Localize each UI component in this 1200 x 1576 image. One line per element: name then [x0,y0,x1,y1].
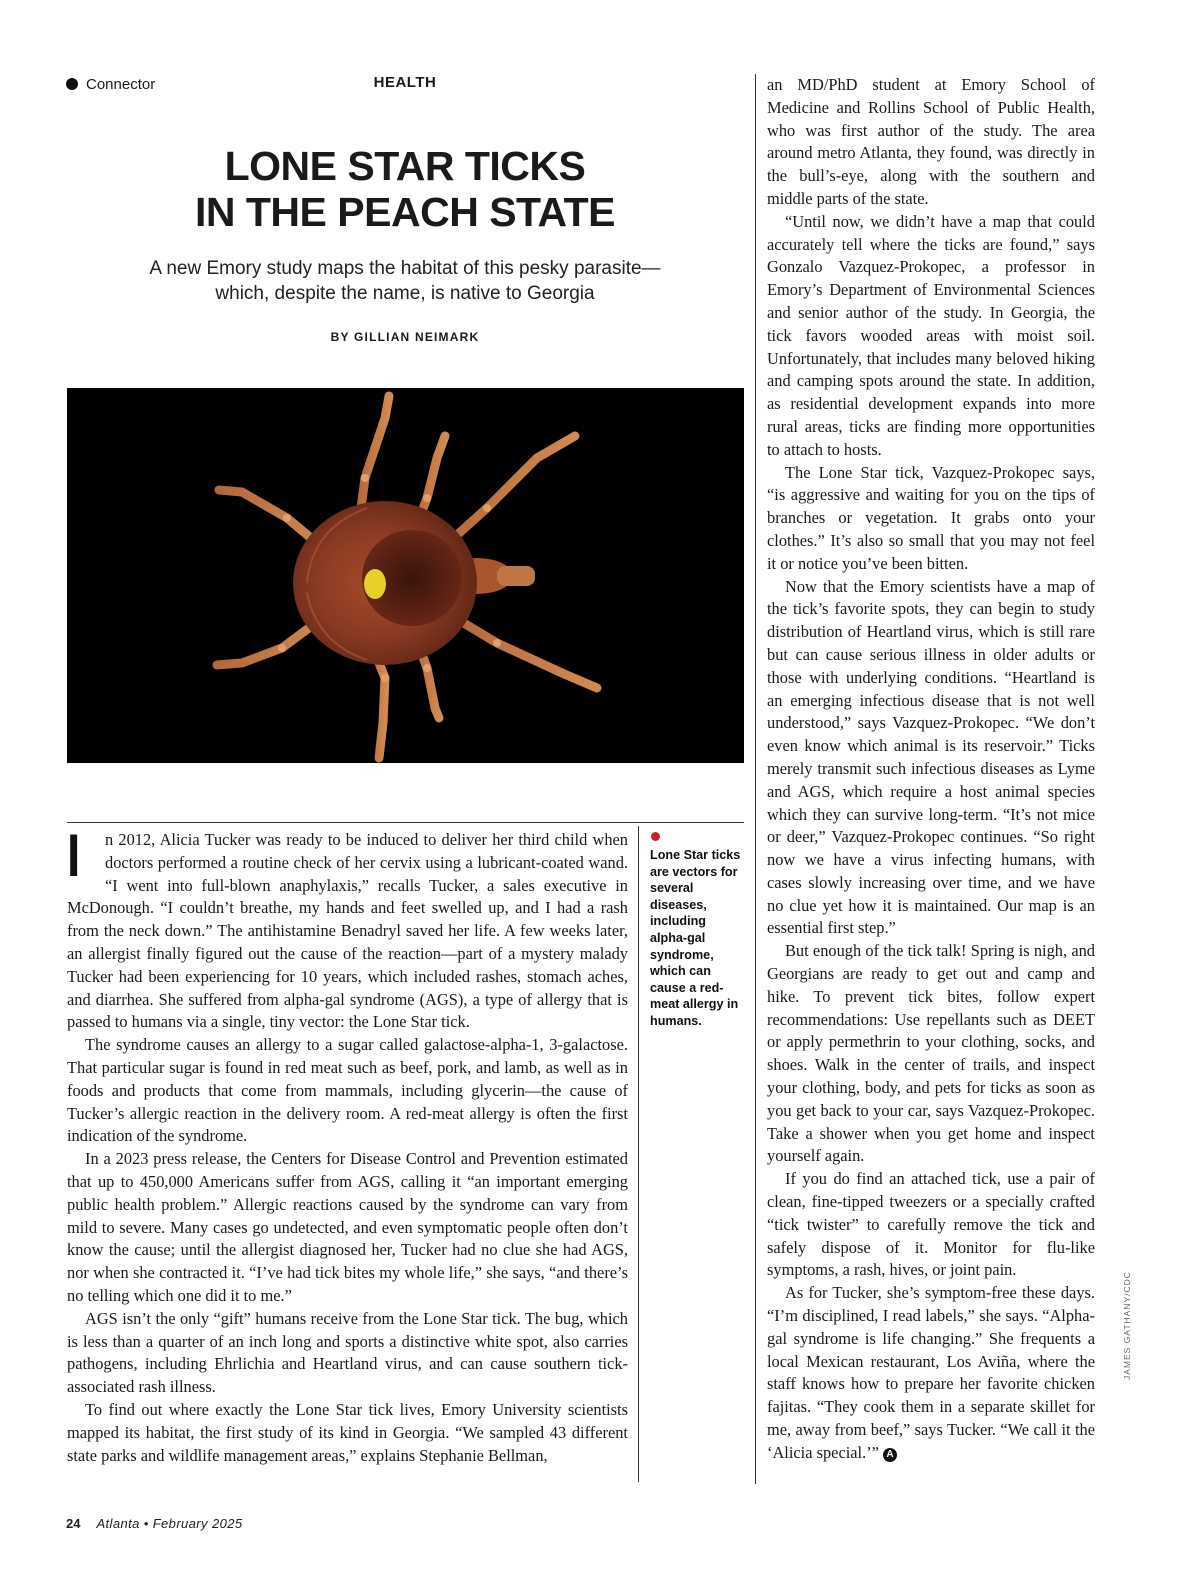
page-footer [66,1516,242,1531]
tick-lone-star-spot [364,569,386,599]
article-paragraph [67,822,628,1034]
column-divider-right [755,74,756,1484]
article-paragraph: Now that the Emory scientists have a map of the tick’s favorite spots, they can begin to study distribution of Heartland virus, which is still rare but can cause serious illness in older adults or those with underlying conditions. “Heartland is an emerging infectious disease that is not well understood,” says Vazquez-Prokopec. “We don’t even know which animal is its reservoir.” Ticks merely transmit such infectious diseases as Lyme and AGS, which require a host animal species which they can survive long-term. “It’s not mice or deer,” Vazquez-Prokopec continues. “So right now we have a virus infecting humans, with cases slowly increasing over time, and we have no clue yet how it is maintained. Our map is an essential first step.” [767,576,1095,938]
publication-info: Atlanta • February 2025 [96,1516,243,1531]
headline [66,143,744,235]
dek-line-2: which, despite the name, is native to Georgia [215,283,595,304]
page-number: 24 [66,1516,81,1531]
article-paragraph: AGS isn’t the only “gift” humans receive from the Lone Star tick. The bug, which is less than a quarter of an inch long and sports a distinctive white spot, also carries pathogens, including Ehrlichia and Heartland virus, and can cause southern tick-associated rash illness. [67,1308,628,1397]
byline: BY GILLIAN NEIMARK [330,330,480,344]
paragraph-text: As for Tucker, she’s symptom-free these days. “I’m disciplined, I read labels,” she says. “Alpha-gal syndrome is life changing.” She frequents a local Mexican restaurant, Los Aviña, where the staff knows how to prepare her favorite chicken fajitas. “They cook them in a separate skillet for me, away from beef,” says Tucker. “We call it the ‘Alicia special.’” [767,1283,1095,1462]
dek [106,256,704,306]
article-paragraph: The syndrome causes an allergy to a sugar called galactose-alpha-1, 3-galactose. That particular sugar is found in red meat such as beef, pork, and lamb, as well as in foods and products that come from mammals, including glycerin—the cause of Tucker’s allergic reaction in the delivery room. A red-meat allergy is often the first indication of the syndrome. [67,1035,628,1146]
article-paragraph: “Until now, we didn’t have a map that could accurately tell where the ticks are found,” says Gonzalo Vazquez-Prokopec, a professor in Emory’s Department of Environmental Sciences and senior author of the study. In Georgia, the tick favors wooded areas with moist soil. Unfortunately, that includes many beloved hiking and camping spots around the state. In addition, as residential development expands into more rural areas, ticks are finding more opportunities to attach to hosts. [767,211,1095,459]
photo-credit: JAMES GATHANY/CDC [1122,1271,1132,1380]
article-paragraph: In a 2023 press release, the Centers for Disease Control and Prevention estimated that up to 450,000 Americans suffer from AGS, calling it “an important emerging public health problem.” Allergic reactions caused by the syndrome can vary from mild to severe. Many cases go undetected, and even symptomatic people often don’t know the cause; until the allergist diagnosed her, Tucker had no clue she had AGS, nor when she contracted it. “I’ve had tick bites my whole life,” she says, “and there’s no telling which one did it to me.” [67,1149,628,1305]
article-paragraph: To find out where exactly the Lone Star tick lives, Emory University scientists mapped its habitat, the first study of its kind in Georgia. “We sampled 43 different state parks and wildlife management areas,” explains Stephanie Bellman, [67,1399,628,1465]
drop-cap: I [67,822,81,889]
caption-bullet-icon [651,832,660,841]
article-paragraph: The Lone Star tick, Vazquez-Prokopec says, “is aggressive and waiting for you on the tips of branches or vegetation. It grabs onto your clothes.” It’s also so small that you may not feel it or notice you’ve been bitten. [767,462,1095,573]
section-name: Connector [86,75,156,93]
dek-line-1: A new Emory study maps the habitat of this pesky parasite— [149,258,661,279]
tick-photo [67,388,744,763]
paragraph-text: n 2012, Alicia Tucker was ready to be induced to deliver her third child when doctors performed a routine check of her cervix using a lubricant-coated wand. “I went into full-blown anaphylaxis,” recalls Tucker, a sales executive in McDonough. “I couldn’t breathe, my hands and feet swelled up, and I had a rash from the neck down.” The antihistamine Benadryl saved her life. A few weeks later, an allergist finally figured out the cause of the reaction—part of a mystery malady Tucker had been experiencing for 10 years, which included rashes, stomach aches, and diarrhea. She suffered from alpha-gal syndrome (AGS), a type of allergy that is passed to humans via a single, tiny vector: the Lone Star tick. [67,830,628,1032]
article-paragraph: If you do find an attached tick, use a pair of clean, fine-tipped tweezers or a specially crafted “tick twister” to carefully remove the tick and safely dispose of it. Monitor for flu-like symptoms, a rash, hives, or joint pain. [767,1169,1095,1280]
headline-line-1: LONE STAR TICKS [224,143,586,189]
department-label: HEALTH [373,74,437,91]
article-column-left [67,822,628,1467]
tick-illustration [67,388,744,763]
photo-rule [67,822,744,823]
article-paragraph: But enough of the tick talk! Spring is nigh, and Georgians are ready to get out and camp and hike. To prevent tick bites, follow expert recommendations: Use repellants such as DEET or apply permethrin to your clothing, socks, and shoes. Walk in the center of trails, and inspect your clothing, body, and pets for ticks as soon as you get back to your car, says Vazquez-Prokopec. Take a shower when you get home and inspect yourself again. [767,941,1095,1166]
article-paragraph: an MD/PhD student at Emory School of Medicine and Rollins School of Public Health, who was first author of the study. The area around metro Atlanta, they found, was directly in the bull’s-eye, along with the southern and middle parts of the state. [767,75,1095,208]
article-paragraph [767,1282,1095,1464]
column-divider [638,826,639,1482]
article-column-right [767,74,1095,1465]
end-mark-icon: A [883,1448,897,1462]
caption-text: Lone Star ticks are vectors for several diseases, including alpha-gal syndrome, which can cause a red-meat allergy in humans. [650,848,741,1028]
photo-caption [650,832,745,1030]
headline-line-2: IN THE PEACH STATE [195,189,615,235]
